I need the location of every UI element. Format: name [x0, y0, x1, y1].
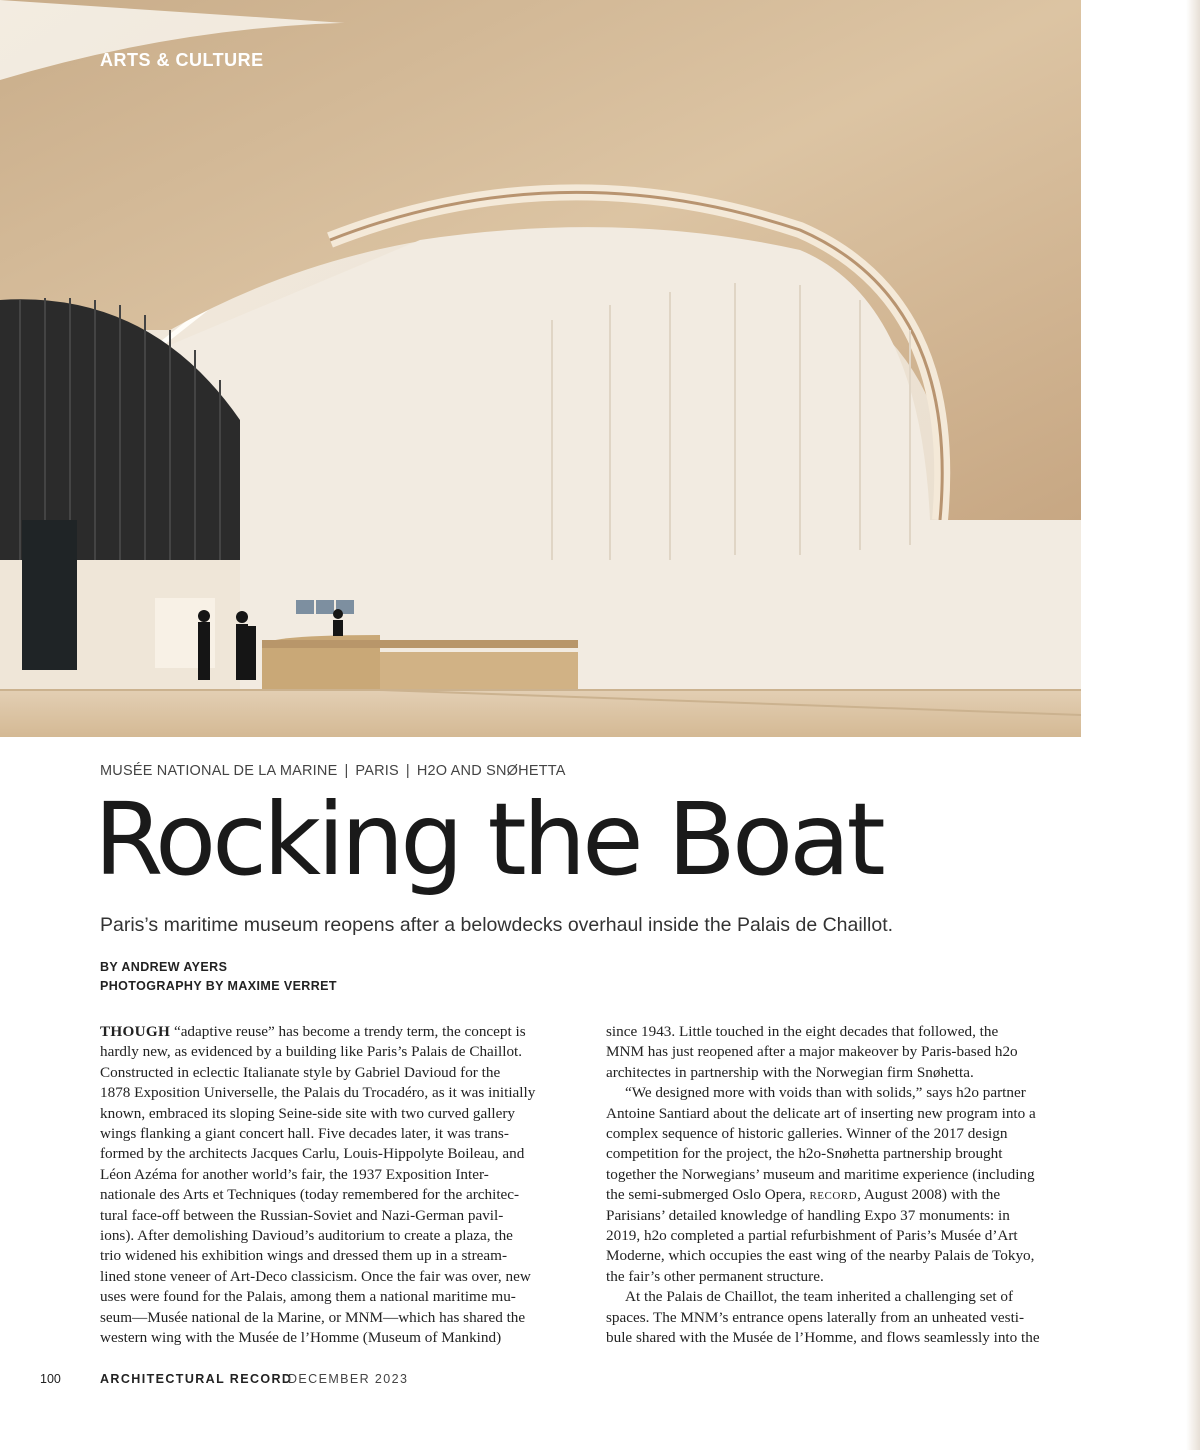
body-line: tural face-off between the Russian-Soviet and Nazi-German pavil-	[100, 1206, 504, 1224]
body-line: Moderne, which occupies the east wing of the nearby Palais de Tokyo,	[606, 1247, 1035, 1265]
dropcap-lead: THOUGH	[100, 1023, 171, 1040]
kicker-separator: |	[405, 763, 410, 779]
body-line-text: “adaptive reuse” has become a trendy term, the concept is	[170, 1023, 526, 1040]
hero-photo	[0, 0, 1081, 737]
section-label: ARTS & CULTURE	[100, 50, 264, 70]
page-number: 100	[40, 1372, 61, 1386]
body-line: ions). After demolishing Davioud’s auditorium to create a plaza, the	[100, 1227, 513, 1245]
issue-date: DECEMBER 2023	[288, 1372, 409, 1386]
magazine-name: ARCHITECTURAL RECORD	[100, 1372, 293, 1386]
body-line: seum—Musée national de la Marine, or MNM—which has shared the	[100, 1308, 526, 1326]
body-line: 2019, h2o completed a partial refurbishment of Paris’s Musée d’Art	[606, 1227, 1018, 1245]
body-column-2	[606, 1022, 1084, 1349]
record-reference: record	[809, 1186, 858, 1204]
kicker-separator: |	[344, 763, 349, 779]
body-line: known, embraced its sloping Seine-side site with two curved gallery	[100, 1104, 516, 1122]
photo-credit: PHOTOGRAPHY BY MAXIME VERRET	[100, 979, 337, 993]
body-line: MNM has just reopened after a major makeover by Paris-based h2o	[606, 1043, 1018, 1061]
kicker-museum: MUSÉE NATIONAL DE LA MARINE	[100, 763, 338, 779]
body-line: 1878 Exposition Universelle, the Palais du Trocadéro, as it was initially	[100, 1084, 536, 1102]
byline: BY ANDREW AYERS	[100, 960, 228, 974]
body-line: since 1943. Little touched in the eight decades that followed, the	[606, 1023, 999, 1040]
body-column-1	[100, 1022, 578, 1349]
body-line-text: the semi-submerged Oslo Opera,	[606, 1186, 810, 1204]
body-line: Léon Azéma for another world’s fair, the 1937 Exposition Inter-	[100, 1165, 489, 1183]
article-credits	[100, 958, 337, 996]
article-dek: Paris’s maritime museum reopens after a belowdecks overhaul inside the Palais de Chaillot.	[100, 914, 894, 936]
body-line: western wing with the Musée de l’Homme (Museum of Mankind)	[100, 1329, 502, 1347]
body-line: nationale des Arts et Techniques (today remembered for the architec-	[100, 1186, 520, 1204]
body-line: complex sequence of historic galleries. Winner of the 2017 design	[606, 1125, 1008, 1143]
body-line: Constructed in eclectic Italianate style by Gabriel Davioud for the	[100, 1063, 501, 1081]
body-line: uses were found for the Palais, among them a national maritime mu-	[100, 1288, 516, 1306]
article-title: Rocking the Boat	[94, 781, 882, 898]
body-line: architectes in partnership with the Norwegian firm Snøhetta.	[606, 1063, 974, 1081]
article-kicker	[100, 763, 566, 779]
body-line: together the Norwegians’ museum and maritime experience (including	[606, 1165, 1035, 1183]
body-line: formed by the architects Jacques Carlu, Louis-Hippolyte Boileau, and	[100, 1145, 525, 1163]
body-line: competition for the project, the h2o-Snøhetta partnership brought	[606, 1145, 1003, 1163]
body-line: wings flanking a giant concert hall. Five decades later, it was trans-	[100, 1125, 509, 1143]
body-line: hardly new, as evidenced by a building like Paris’s Palais de Chaillot.	[100, 1043, 523, 1061]
body-line: the fair’s other permanent structure.	[606, 1267, 824, 1285]
body-line	[606, 1185, 1084, 1205]
body-line: Antoine Santiard about the delicate art of inserting new program into a	[606, 1104, 1036, 1122]
body-line	[100, 1022, 578, 1042]
body-line: trio widened his exhibition wings and dressed them up in a stream-	[100, 1247, 508, 1265]
body-line: spaces. The MNM’s entrance opens laterally from an unheated vesti-	[606, 1308, 1025, 1326]
body-line: lined stone veneer of Art-Deco classicism. Once the fair was over, new	[100, 1267, 531, 1285]
kicker-architects: H2O AND SNØHETTA	[416, 763, 566, 779]
museum-lobby-illustration	[0, 0, 1081, 737]
body-line: bule shared with the Musée de l’Homme, and flows seamlessly into the	[606, 1329, 1040, 1347]
body-line-text: , August 2008) with the	[857, 1186, 1001, 1204]
body-line: At the Palais de Chaillot, the team inherited a challenging set of	[625, 1288, 1014, 1306]
page-edge-shadow	[1186, 0, 1200, 1450]
kicker-city: PARIS	[355, 763, 399, 779]
body-line: “We designed more with voids than with solids,” says h2o partner	[625, 1084, 1026, 1102]
body-line: Parisians’ detailed knowledge of handling Expo 37 monuments: in	[606, 1206, 1010, 1224]
